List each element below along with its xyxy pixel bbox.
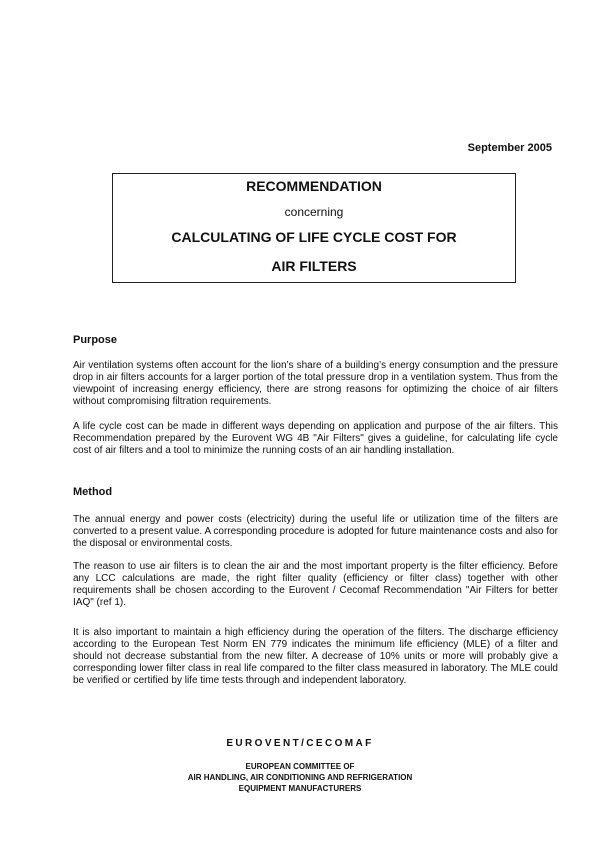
title-line-1: CALCULATING OF LIFE CYCLE COST FOR	[171, 229, 457, 245]
title-sub: concerning	[284, 205, 344, 219]
footer-organization: EUROVENT/CECOMAF	[226, 738, 374, 749]
purpose-heading: Purpose	[73, 334, 118, 346]
footer-line-3: EQUIPMENT MANUFACTURERS	[238, 784, 362, 793]
method-paragraph-1: The annual energy and power costs (electricity) during the useful life or utilization time of the filters are converted to a present value. A corresponding procedure is adopted for future maintenance costs and also for the disposal or environmental costs.	[73, 514, 558, 549]
purpose-paragraph-1: Air ventilation systems often account for the lion’s share of a building’s energy consumption and the pressure drop in air filters accounts for a larger portion of the total pressure drop in a ventilation system. Thus from the viewpoint of increasing energy efficiency, there are strong reasons for optimizing the choice of air filters without compromising filtration requirements.	[73, 360, 558, 407]
title-line-2: AIR FILTERS	[271, 258, 357, 274]
footer-line-1: EUROPEAN COMMITTEE OF	[245, 762, 355, 771]
title-box	[112, 173, 516, 283]
method-paragraph-2: The reason to use air filters is to clean the air and the most important property is the filter efficiency. Before any LCC calculations are made, the right filter quality (efficiency or filter class) together with other requirements shall be chosen according to the Eurovent / Cecomaf Recommendation "Air Filters for better IAQ" (ref 1).	[73, 561, 558, 608]
method-heading: Method	[73, 486, 113, 498]
title-main: RECOMMENDATION	[246, 178, 382, 194]
method-paragraph-3: It is also important to maintain a high efficiency during the operation of the filters. The discharge efficiency according to the European Test Norm EN 779 indicates the minimum life efficiency (MLE) of a filter and should not decrease substantial from the new filter. A decrease of 10% units or more will probably give a corresponding lower filter class in real life compared to the filter class measured in laboratory. The MLE could be verified or certified by life time tests through and independent laboratory.	[73, 627, 558, 686]
purpose-paragraph-2: A life cycle cost can be made in different ways depending on application and purpose of the air filters. This Recommendation prepared by the Eurovent WG 4B "Air Filters" gives a guideline, for calculating life cycle cost of air filters and a tool to minimize the running costs of an air handling installation.	[73, 421, 558, 456]
footer-line-2: AIR HANDLING, AIR CONDITIONING AND REFRIGERATION	[187, 773, 413, 782]
document-date: September 2005	[467, 142, 552, 154]
